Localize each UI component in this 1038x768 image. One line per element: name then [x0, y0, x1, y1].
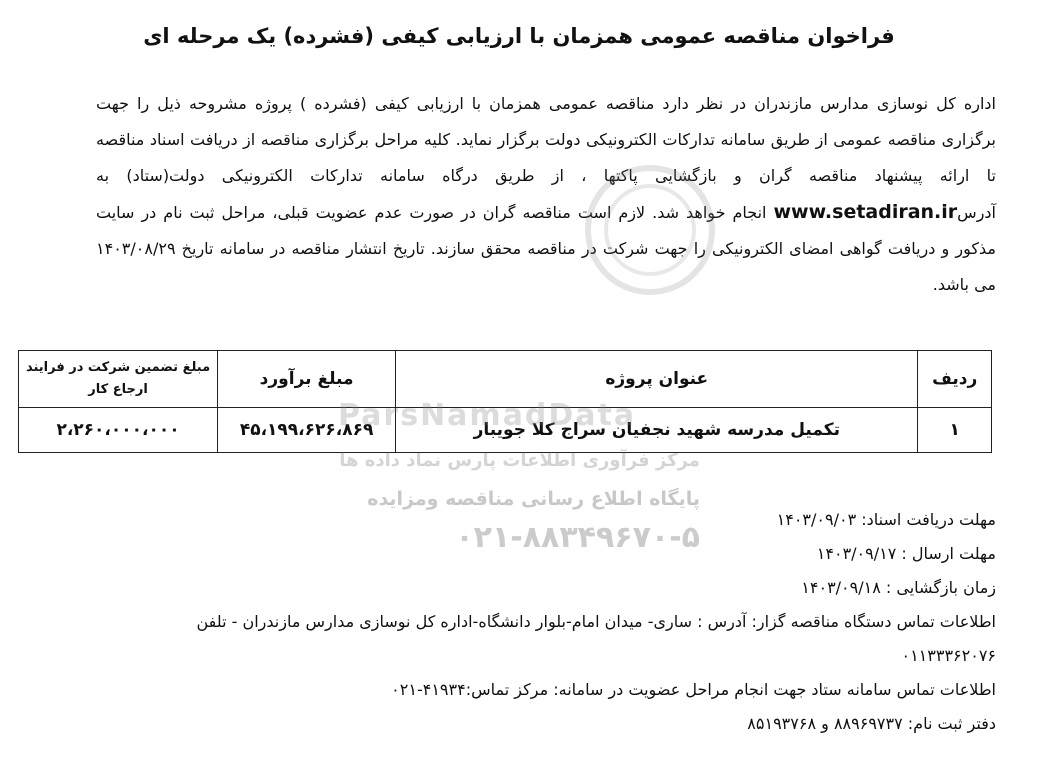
contact-phone: ۰۱۱۳۳۳۶۲۰۷۶	[901, 646, 996, 665]
registry-office: دفتر ثبت نام: ۸۸۹۶۹۷۳۷ و ۸۵۱۹۳۷۶۸	[747, 714, 996, 733]
watermark-brand: ParsNamadData	[338, 398, 637, 433]
setad-contact: اطلاعات تماس سامانه ستاد جهت انجام مراحل عضویت در سامانه: مرکز تماس:۴۱۹۳۴-۰۲۱	[391, 680, 996, 699]
header-project-title: عنوان پروژه	[396, 351, 918, 408]
cell-guarantee: ۲،۲۶۰،۰۰۰،۰۰۰	[19, 408, 218, 453]
cell-row-number: ۱	[918, 408, 992, 453]
body-text-part1: اداره کل نوسازی مدارس مازندران در نظر دارد مناقصه عمومی همزمان با ارزیابی کیفی (فشرده ) پروژه مشروحه ذیل را جهت برگزاری مناقصه عمومی از طریق سامانه تدارکات الکترونیکی دولت برگزار نماید. کلیه مراحل برگزاری مناقصه از دریافت اسناد مناقصه تا ارائه پیشنهاد مناقصه گران و بازگشایی پاکتها ، از طریق درگاه سامانه تدارکات الکترونیکی دولت(ستاد) به آدرس	[96, 94, 996, 222]
watermark-line2: پایگاه اطلاع رسانی مناقصه ومزایده	[367, 488, 700, 510]
header-row-number: ردیف	[918, 351, 992, 408]
table-row	[19, 408, 992, 453]
setad-website-link[interactable]: www.setadiran.ir	[773, 201, 958, 223]
watermark-phone: ۰۲۱-۸۸۳۴۹۶۷۰-۵	[455, 520, 700, 555]
watermark-line1: مرکز فرآوری اطلاعات پارس نماد داده ها	[339, 450, 700, 471]
doc-deadline: مهلت دریافت اسناد: ۱۴۰۳/۰۹/۰۳	[776, 510, 996, 529]
notice-body	[96, 86, 996, 303]
cell-project-title: تکمیل مدرسه شهید نجفیان سراج کلا جویبار	[396, 408, 918, 453]
header-guarantee: مبلغ تضمین شرکت در فرایند ارجاع کار	[19, 351, 218, 408]
contact-address: اطلاعات تماس دستگاه مناقصه گزار: آدرس : ساری- میدان امام-بلوار دانشگاه-اداره کل نوسازی مدارس مازندران - تلفن	[196, 612, 996, 631]
body-text-part2: انجام خواهد شد. لازم است مناقصه گران در صورت عدم عضویت قبلی، مراحل ثبت نام در سایت مذکور و دریافت گواهی امضای الکترونیکی را جهت شرکت در مناقصه محقق سازند. تاریخ انتشار مناقصه در سامانه تاریخ ۱۴۰۳/۰۸/۲۹ می باشد.	[96, 203, 996, 294]
notice-details	[30, 503, 996, 741]
project-table	[18, 350, 992, 453]
cell-estimate: ۴۵،۱۹۹،۶۲۶،۸۶۹	[218, 408, 396, 453]
header-estimate: مبلغ برآورد	[218, 351, 396, 408]
submit-deadline: مهلت ارسال : ۱۴۰۳/۰۹/۱۷	[816, 544, 996, 563]
opening-time: زمان بازگشایی : ۱۴۰۳/۰۹/۱۸	[801, 578, 996, 597]
table-header-row	[19, 351, 992, 408]
notice-title: فراخوان مناقصه عمومی همزمان با ارزیابی کیفی (فشرده) یک مرحله ای	[143, 24, 895, 48]
